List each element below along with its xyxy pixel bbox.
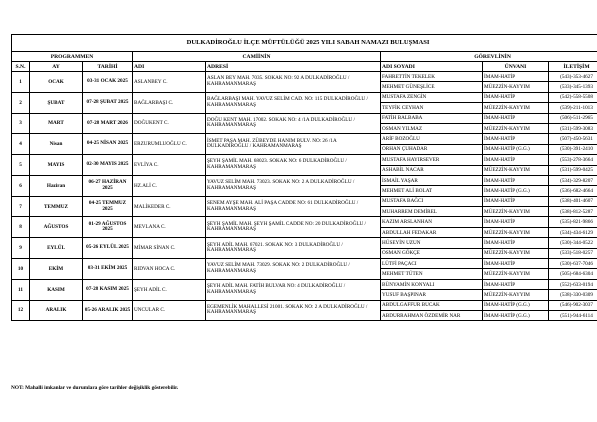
mosque-name-cell: ERZURUMLUOĞLU C. [133, 134, 206, 155]
date-cell: 07-28 KASIM 2025 [83, 279, 133, 300]
staff-title-cell: MÜEZZİN-KAYYIM [483, 82, 549, 92]
table-row [12, 134, 597, 144]
date-cell: 07-28 ŞUBAT 2025 [83, 92, 133, 113]
mosque-name-cell: MALİKEDER C. [133, 196, 206, 217]
mosque-address-cell: EGEMENLİK MAHALLESİ 21001. SOKAK NO: 2 A DULKADİROĞLU / KAHRAMANMARAŞ [206, 300, 381, 321]
mosque-address-cell: BAĞLARBAŞI MAH. YAVUZ SELİM CAD. NO: 115 DULKADİROĞLU / KAHRAMANMARAŞ [206, 92, 381, 113]
col-header-iletisim: İLETİŞİM [549, 62, 597, 72]
group-gorevliler: GÖREVLİNİN [381, 52, 597, 62]
staff-phone-cell: (530)-344-0522 [549, 238, 597, 248]
date-cell: 03-31 OCAK 2025 [83, 72, 133, 93]
staff-title-cell: İMAM-HATİP [483, 134, 549, 144]
staff-phone-cell: (538)-401-4607 [549, 196, 597, 206]
row-number: 4 [12, 134, 30, 155]
table-row [12, 92, 597, 102]
month-cell: AĞUSTOS [30, 217, 83, 238]
mosque-name-cell: MEVLANA C. [133, 217, 206, 238]
staff-title-cell: MÜEZZİN-KAYYIM [483, 290, 549, 300]
month-cell: TEMMUZ [30, 196, 83, 217]
month-cell: MART [30, 113, 83, 134]
staff-title-cell: İMAM-HATİP (G.G.) [483, 186, 549, 196]
staff-phone-cell: (538)-812-5287 [549, 207, 597, 217]
staff-title-cell: İMAM-HATİP (G.G.) [483, 144, 549, 154]
table-row [12, 196, 597, 206]
staff-name-cell: OSMAN YILMAZ [381, 123, 483, 133]
month-cell: ARALIK [30, 300, 83, 321]
mosque-address-cell: İSMET PAŞA MAH. ZÜBEYDE HANIM BULV. NO: 26 /1A DULKADİROĞLU / KAHRAMANMARAŞ [206, 134, 381, 155]
staff-phone-cell: (553)-278-3664 [549, 155, 597, 165]
staff-title-cell: İMAM-HATİP [483, 175, 549, 185]
row-number: 1 [12, 72, 30, 93]
date-cell: 01-29 AĞUSTOS 2025 [83, 217, 133, 238]
date-cell: 04-25 TEMMUZ 2025 [83, 196, 133, 217]
footnote: NOT: Mahalli imkanlar ve durumlara göre tarihler değişiklik gösterebilir. [11, 385, 179, 391]
group-camii: CAMİİNİN [133, 52, 381, 62]
staff-title-cell: İMAM-HATİP [483, 92, 549, 102]
date-cell: 03-31 EKİM 2025 [83, 259, 133, 280]
mosque-address-cell: YAVUZ SELİM MAH. 73023. SOKAK NO: 2 A DULKADİROĞLU / KAHRAMANMARAŞ [206, 175, 381, 196]
staff-name-cell: FATİH BALBABA [381, 113, 483, 123]
staff-title-cell: İMAM-HATİP [483, 196, 549, 206]
month-cell: EYLÜL [30, 238, 83, 259]
month-cell: ŞUBAT [30, 92, 83, 113]
month-cell: MAYIS [30, 155, 83, 176]
staff-title-cell: MÜEZZİN-KAYYIM [483, 165, 549, 175]
staff-phone-cell: (530)-637-7046 [549, 259, 597, 269]
staff-name-cell: ABDURRAHMAN ÖZDEMİR NAR [381, 310, 483, 320]
staff-name-cell: KAZIM ARSLANHAN [381, 217, 483, 227]
staff-title-cell: MÜEZZİN-KAYYIM [483, 207, 549, 217]
staff-name-cell: MEHMET GÜNEŞLİCE [381, 82, 483, 92]
staff-title-cell: MÜEZZİN-KAYYIM [483, 123, 549, 133]
staff-name-cell: BÜNYAMİN KONYALI [381, 279, 483, 289]
staff-name-cell: MUSTAFA ZENGİN [381, 92, 483, 102]
mosque-name-cell: HZ.ALİ C. [133, 175, 206, 196]
staff-title-cell: İMAM-HATİP [483, 155, 549, 165]
mosque-name-cell: RIDVAN HOCA C. [133, 259, 206, 280]
staff-name-cell: MEHMET TÜTEN [381, 269, 483, 279]
staff-phone-cell: (533)-518-0257 [549, 248, 597, 258]
staff-name-cell: FAHRETTİN TEKELEK [381, 72, 483, 82]
mosque-address-cell: DOĞU KENT MAH. 17002. SOKAK NO: 4 /1A DULKADİROĞLU / KAHRAMANMARAŞ [206, 113, 381, 134]
staff-name-cell: ORHAN ÇUHADAR [381, 144, 483, 154]
month-cell: Nisan [30, 134, 83, 155]
staff-name-cell: MEHMET ALİ BOLAT [381, 186, 483, 196]
table-row [12, 259, 597, 269]
row-number: 2 [12, 92, 30, 113]
date-cell: 05-26 ARALIK 2025 [83, 300, 133, 321]
group-programme: PROGRAMMEN [12, 52, 133, 62]
staff-name-cell: ARİF BOZOĞLU [381, 134, 483, 144]
staff-title-cell: MÜEZZİN-KAYYIM [483, 269, 549, 279]
mosque-name-cell: DOĞUKENT C. [133, 113, 206, 134]
staff-phone-cell: (538)-330-0309 [549, 290, 597, 300]
date-cell: 07-28 MART 2026 [83, 113, 133, 134]
month-cell: Haziran [30, 175, 83, 196]
staff-phone-cell: (534)-434-6129 [549, 227, 597, 237]
staff-name-cell: MUHARREM DEMİREL [381, 207, 483, 217]
table-body [12, 72, 597, 321]
staff-phone-cell: (535)-821-9866 [549, 217, 597, 227]
staff-title-cell: İMAM-HATİP [483, 72, 549, 82]
col-header-adi: ADI [133, 62, 206, 72]
staff-phone-cell: (506)-511-2965 [549, 113, 597, 123]
mosque-address-cell: YAVUZ SELİM MAH. 73029. SOKAK NO: 2 DULKADİROĞLU / KAHRAMANMARAŞ [206, 259, 381, 280]
date-cell: 04-25 NİSAN 2025 [83, 134, 133, 155]
table-row [12, 155, 597, 165]
mosque-address-cell: ŞEYH ŞAMİL MAH. 68023. SOKAK NO: 6 DULKADİROĞLU / KAHRAMANMARAŞ [206, 155, 381, 176]
staff-name-cell: İSMAİL YAŞAR [381, 175, 483, 185]
table-row [12, 300, 597, 310]
staff-name-cell: ASHABİL NACAR [381, 165, 483, 175]
table-row [12, 217, 597, 227]
staff-phone-cell: (542)-558-5508 [549, 92, 597, 102]
mosque-name-cell: MİMAR SİNAN C. [133, 238, 206, 259]
staff-phone-cell: (536)-682-4664 [549, 186, 597, 196]
staff-phone-cell: (530)-391-2410 [549, 144, 597, 154]
staff-title-cell: İMAM-HATİP [483, 279, 549, 289]
staff-phone-cell: (534)-329-8207 [549, 175, 597, 185]
staff-title-cell: İMAM-HATİP [483, 259, 549, 269]
row-number: 8 [12, 217, 30, 238]
mosque-name-cell: EVLİYA C. [133, 155, 206, 176]
col-header-adresi: ADRESİ [206, 62, 381, 72]
table-row [12, 72, 597, 82]
staff-name-cell: OSMAN GÖKÇE [381, 248, 483, 258]
date-cell: 06-27 HAZİRAN 2025 [83, 175, 133, 196]
table-row [12, 175, 597, 185]
col-header-unvani: ÜNVANI [483, 62, 549, 72]
staff-phone-cell: (533)-345-1393 [549, 82, 597, 92]
row-number: 11 [12, 279, 30, 300]
mosque-address-cell: ŞEYH ADİL MAH. 67021. SOKAK NO: 3 DULKADİROĞLU / KAHRAMANMARAŞ [206, 238, 381, 259]
mosque-address-cell: ŞEYH ŞAMİL MAH. ŞEYH ŞAMİL CADDE NO: 20 DULKADİROĞLU / KAHRAMANMARAŞ [206, 217, 381, 238]
staff-phone-cell: (539)-211-1013 [549, 103, 597, 113]
table-row [12, 238, 597, 248]
mosque-address-cell: SENEM AYŞE MAH. ALİ PAŞA CADDE NO: 61 DULKADİROĞLU / KAHRAMANMARAŞ [206, 196, 381, 217]
row-number: 5 [12, 155, 30, 176]
staff-name-cell: LÜTFİ PAÇACI [381, 259, 483, 269]
document-title: DULKADİROĞLU İLÇE MÜFTÜLÜĞÜ 2025 YILI SABAH NAMAZI BULUŞMASI [12, 35, 597, 52]
mosque-name-cell: ŞEYH ADİL C. [133, 279, 206, 300]
staff-phone-cell: (531)-599-3083 [549, 123, 597, 133]
staff-name-cell: ABDULLAH FEDAKAR [381, 227, 483, 237]
mosque-name-cell: UNCULAR C. [133, 300, 206, 321]
staff-name-cell: ABDULGAFFUR BUCAK [381, 300, 483, 310]
mosque-address-cell: ŞEYH ADİL MAH. FATİH BULVAR NO: 4 DULKADİROĞLU / KAHRAMANMARAŞ [206, 279, 381, 300]
schedule-table [11, 34, 597, 321]
mosque-address-cell: ASLAN BEY MAH. 7035. SOKAK NO: 92 A DULKADİROĞLU / KAHRAMANMARAŞ [206, 72, 381, 93]
staff-name-cell: HÜSEYİN UZUN [381, 238, 483, 248]
row-number: 12 [12, 300, 30, 321]
staff-phone-cell: (543)-353-4627 [549, 72, 597, 82]
col-header-sn: S.N. [12, 62, 30, 72]
row-number: 10 [12, 259, 30, 280]
staff-phone-cell: (551)-944-6114 [549, 310, 597, 320]
col-header-adisoyadi: ADI SOYADI [381, 62, 483, 72]
row-number: 7 [12, 196, 30, 217]
staff-phone-cell: (531)-599-0425 [549, 165, 597, 175]
col-header-ay: AY [30, 62, 83, 72]
staff-phone-cell: (546)-902-3037 [549, 300, 597, 310]
staff-name-cell: MUSTAFA BAĞCI [381, 196, 483, 206]
staff-phone-cell: (552)-633-0194 [549, 279, 597, 289]
staff-name-cell: TEYFİK CEYHAN [381, 103, 483, 113]
staff-title-cell: MÜEZZİN-KAYYIM [483, 248, 549, 258]
staff-name-cell: YUSUF BAŞPINAR [381, 290, 483, 300]
row-number: 6 [12, 175, 30, 196]
date-cell: 02-30 MAYIS 2025 [83, 155, 133, 176]
staff-title-cell: İMAM-HATİP (G.G.) [483, 310, 549, 320]
mosque-name-cell: ASLANBEY C. [133, 72, 206, 93]
schedule-sheet [11, 34, 593, 321]
date-cell: 05-26 EYLÜL 2025 [83, 238, 133, 259]
staff-title-cell: İMAM-HATİP [483, 238, 549, 248]
staff-title-cell: MÜEZZİN-KAYYIM [483, 227, 549, 237]
table-row [12, 279, 597, 289]
row-number: 9 [12, 238, 30, 259]
month-cell: EKİM [30, 259, 83, 280]
staff-title-cell: İMAM-HATİP (G.G.) [483, 300, 549, 310]
staff-title-cell: İMAM-HATİP [483, 217, 549, 227]
col-header-tarih: TARİHİ [83, 62, 133, 72]
row-number: 3 [12, 113, 30, 134]
staff-title-cell: MÜEZZİN-KAYYIM [483, 103, 549, 113]
staff-title-cell: İMAM-HATİP [483, 113, 549, 123]
staff-phone-cell: (507)-450-5631 [549, 134, 597, 144]
staff-phone-cell: (505)-684-6304 [549, 269, 597, 279]
table-row [12, 113, 597, 123]
month-cell: OCAK [30, 72, 83, 93]
month-cell: KASIM [30, 279, 83, 300]
staff-name-cell: MUSTAFA HAYIRSEVER [381, 155, 483, 165]
mosque-name-cell: BAĞLARBAŞI C. [133, 92, 206, 113]
